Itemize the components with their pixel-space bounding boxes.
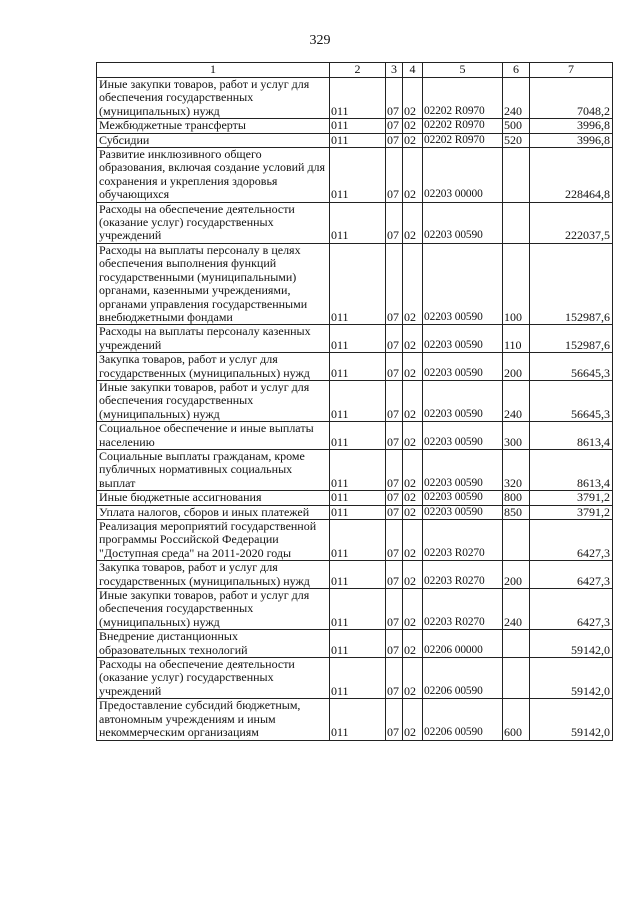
row-expense-type-code: 200 [503, 353, 530, 381]
row-subsection-code: 02 [403, 202, 423, 243]
row-section-code: 07 [386, 133, 403, 147]
row-grbs-code: 011 [330, 505, 386, 519]
row-grbs-code: 011 [330, 658, 386, 699]
row-target-article-code: 02206 00590 [423, 699, 503, 740]
row-target-article-code: 02203 00000 [423, 148, 503, 203]
row-section-code: 07 [386, 325, 403, 353]
row-expense-type-code [503, 630, 530, 658]
row-expense-type-code: 320 [503, 449, 530, 490]
column-header: 3 [386, 63, 403, 78]
row-expense-type-code: 500 [503, 119, 530, 133]
row-grbs-code: 011 [330, 422, 386, 450]
table-row [97, 449, 613, 490]
row-grbs-code: 011 [330, 630, 386, 658]
row-section-code: 07 [386, 505, 403, 519]
row-amount: 59142,0 [530, 630, 613, 658]
row-target-article-code: 02203 R0270 [423, 589, 503, 630]
column-header: 1 [97, 63, 330, 78]
row-target-article-code: 02206 00590 [423, 658, 503, 699]
row-name: Иные закупки товаров, работ и услуг для обеспечения государственных (муниципальных) нужд [97, 78, 330, 119]
row-subsection-code: 02 [403, 658, 423, 699]
row-name: Расходы на обеспечение деятельности (оказание услуг) государственных учреждений [97, 658, 330, 699]
row-expense-type-code: 100 [503, 243, 530, 324]
row-section-code: 07 [386, 78, 403, 119]
row-target-article-code: 02203 R0270 [423, 561, 503, 589]
row-name: Закупка товаров, работ и услуг для государственных (муниципальных) нужд [97, 561, 330, 589]
row-grbs-code: 011 [330, 491, 386, 505]
row-amount: 6427,3 [530, 520, 613, 561]
row-target-article-code: 02203 00590 [423, 325, 503, 353]
table-row [97, 491, 613, 505]
row-grbs-code: 011 [330, 243, 386, 324]
row-grbs-code: 011 [330, 449, 386, 490]
row-amount: 3791,2 [530, 491, 613, 505]
table-body [97, 78, 613, 741]
row-expense-type-code: 800 [503, 491, 530, 505]
row-section-code: 07 [386, 353, 403, 381]
row-grbs-code: 011 [330, 148, 386, 203]
row-subsection-code: 02 [403, 491, 423, 505]
row-section-code: 07 [386, 561, 403, 589]
table-row [97, 658, 613, 699]
table-row [97, 380, 613, 421]
row-section-code: 07 [386, 202, 403, 243]
table-header [97, 63, 613, 78]
row-expense-type-code: 240 [503, 78, 530, 119]
row-amount: 3996,8 [530, 119, 613, 133]
row-target-article-code: 02203 00590 [423, 449, 503, 490]
budget-table [96, 62, 613, 741]
row-subsection-code: 02 [403, 422, 423, 450]
row-name: Иные закупки товаров, работ и услуг для обеспечения государственных (муниципальных) нужд [97, 380, 330, 421]
row-expense-type-code: 600 [503, 699, 530, 740]
row-subsection-code: 02 [403, 505, 423, 519]
row-expense-type-code [503, 202, 530, 243]
row-grbs-code: 011 [330, 561, 386, 589]
row-section-code: 07 [386, 243, 403, 324]
row-expense-type-code: 240 [503, 380, 530, 421]
row-grbs-code: 011 [330, 380, 386, 421]
row-amount: 56645,3 [530, 353, 613, 381]
row-expense-type-code [503, 658, 530, 699]
row-grbs-code: 011 [330, 353, 386, 381]
row-subsection-code: 02 [403, 520, 423, 561]
row-target-article-code: 02203 00590 [423, 491, 503, 505]
row-amount: 228464,8 [530, 148, 613, 203]
row-name: Иные закупки товаров, работ и услуг для обеспечения государственных (муниципальных) нужд [97, 589, 330, 630]
table-row [97, 353, 613, 381]
row-target-article-code: 02203 R0270 [423, 520, 503, 561]
row-amount: 6427,3 [530, 561, 613, 589]
row-name: Социальное обеспечение и иные выплаты населению [97, 422, 330, 450]
page-number: 329 [309, 33, 331, 48]
row-expense-type-code: 520 [503, 133, 530, 147]
row-subsection-code: 02 [403, 449, 423, 490]
row-amount: 56645,3 [530, 380, 613, 421]
row-amount: 3791,2 [530, 505, 613, 519]
row-amount: 7048,2 [530, 78, 613, 119]
header-row [97, 63, 613, 78]
row-amount: 152987,6 [530, 243, 613, 324]
row-amount: 152987,6 [530, 325, 613, 353]
row-amount: 59142,0 [530, 699, 613, 740]
row-target-article-code: 02203 00590 [423, 505, 503, 519]
row-subsection-code: 02 [403, 119, 423, 133]
row-subsection-code: 02 [403, 78, 423, 119]
table-row [97, 699, 613, 740]
row-section-code: 07 [386, 699, 403, 740]
column-header: 2 [330, 63, 386, 78]
row-subsection-code: 02 [403, 630, 423, 658]
row-subsection-code: 02 [403, 561, 423, 589]
row-section-code: 07 [386, 380, 403, 421]
row-amount: 6427,3 [530, 589, 613, 630]
row-grbs-code: 011 [330, 78, 386, 119]
row-amount: 59142,0 [530, 658, 613, 699]
row-name: Расходы на обеспечение деятельности (оказание услуг) государственных учреждений [97, 202, 330, 243]
row-name: Расходы на выплаты персоналу казенных учреждений [97, 325, 330, 353]
row-name: Закупка товаров, работ и услуг для государственных (муниципальных) нужд [97, 353, 330, 381]
table-row [97, 325, 613, 353]
table-row [97, 119, 613, 133]
row-target-article-code: 02203 00590 [423, 353, 503, 381]
column-header: 5 [423, 63, 503, 78]
row-name: Межбюджетные трансферты [97, 119, 330, 133]
row-grbs-code: 011 [330, 133, 386, 147]
row-expense-type-code: 300 [503, 422, 530, 450]
row-subsection-code: 02 [403, 133, 423, 147]
row-name: Уплата налогов, сборов и иных платежей [97, 505, 330, 519]
row-name: Субсидии [97, 133, 330, 147]
row-grbs-code: 011 [330, 699, 386, 740]
row-target-article-code: 02202 R0970 [423, 119, 503, 133]
row-name: Предоставление субсидий бюджетным, автономным учреждениям и иным некоммерческим организациям [97, 699, 330, 740]
row-grbs-code: 011 [330, 520, 386, 561]
row-grbs-code: 011 [330, 202, 386, 243]
row-expense-type-code: 240 [503, 589, 530, 630]
row-name: Реализация мероприятий государственной программы Российской Федерации "Доступная среда" на 2011-2020 годы [97, 520, 330, 561]
row-name: Внедрение дистанционных образовательных технологий [97, 630, 330, 658]
row-expense-type-code [503, 520, 530, 561]
table-row [97, 422, 613, 450]
table-row [97, 202, 613, 243]
column-header: 4 [403, 63, 423, 78]
row-section-code: 07 [386, 630, 403, 658]
row-name: Развитие инклюзивного общего образования, включая создание условий для сохранения и укрепления здоровья обучающихся [97, 148, 330, 203]
table-row [97, 148, 613, 203]
row-subsection-code: 02 [403, 380, 423, 421]
row-expense-type-code: 110 [503, 325, 530, 353]
row-subsection-code: 02 [403, 243, 423, 324]
table-row [97, 561, 613, 589]
row-expense-type-code: 850 [503, 505, 530, 519]
table-row [97, 520, 613, 561]
row-section-code: 07 [386, 658, 403, 699]
row-section-code: 07 [386, 148, 403, 203]
row-amount: 222037,5 [530, 202, 613, 243]
row-grbs-code: 011 [330, 119, 386, 133]
row-section-code: 07 [386, 589, 403, 630]
row-subsection-code: 02 [403, 589, 423, 630]
row-subsection-code: 02 [403, 148, 423, 203]
row-amount: 8613,4 [530, 449, 613, 490]
row-section-code: 07 [386, 422, 403, 450]
row-target-article-code: 02203 00590 [423, 422, 503, 450]
table-row [97, 78, 613, 119]
row-name: Расходы на выплаты персоналу в целях обеспечения выполнения функций государственными (муниципальными) органами, казенными учреждениями, органами управления государственными внебюджетными фондами [97, 243, 330, 324]
row-amount: 3996,8 [530, 133, 613, 147]
column-header: 7 [530, 63, 613, 78]
row-amount: 8613,4 [530, 422, 613, 450]
table-row [97, 133, 613, 147]
row-grbs-code: 011 [330, 589, 386, 630]
row-subsection-code: 02 [403, 699, 423, 740]
row-section-code: 07 [386, 520, 403, 561]
row-section-code: 07 [386, 449, 403, 490]
row-target-article-code: 02203 00590 [423, 243, 503, 324]
row-expense-type-code [503, 148, 530, 203]
table-row [97, 589, 613, 630]
row-expense-type-code: 200 [503, 561, 530, 589]
table-row [97, 243, 613, 324]
row-name: Социальные выплаты гражданам, кроме публичных нормативных социальных выплат [97, 449, 330, 490]
row-subsection-code: 02 [403, 353, 423, 381]
row-target-article-code: 02203 00590 [423, 202, 503, 243]
row-target-article-code: 02202 R0970 [423, 133, 503, 147]
row-section-code: 07 [386, 119, 403, 133]
table-row [97, 505, 613, 519]
row-grbs-code: 011 [330, 325, 386, 353]
row-target-article-code: 02202 R0970 [423, 78, 503, 119]
column-header: 6 [503, 63, 530, 78]
row-subsection-code: 02 [403, 325, 423, 353]
row-target-article-code: 02206 00000 [423, 630, 503, 658]
row-section-code: 07 [386, 491, 403, 505]
table-row [97, 630, 613, 658]
row-target-article-code: 02203 00590 [423, 380, 503, 421]
row-name: Иные бюджетные ассигнования [97, 491, 330, 505]
